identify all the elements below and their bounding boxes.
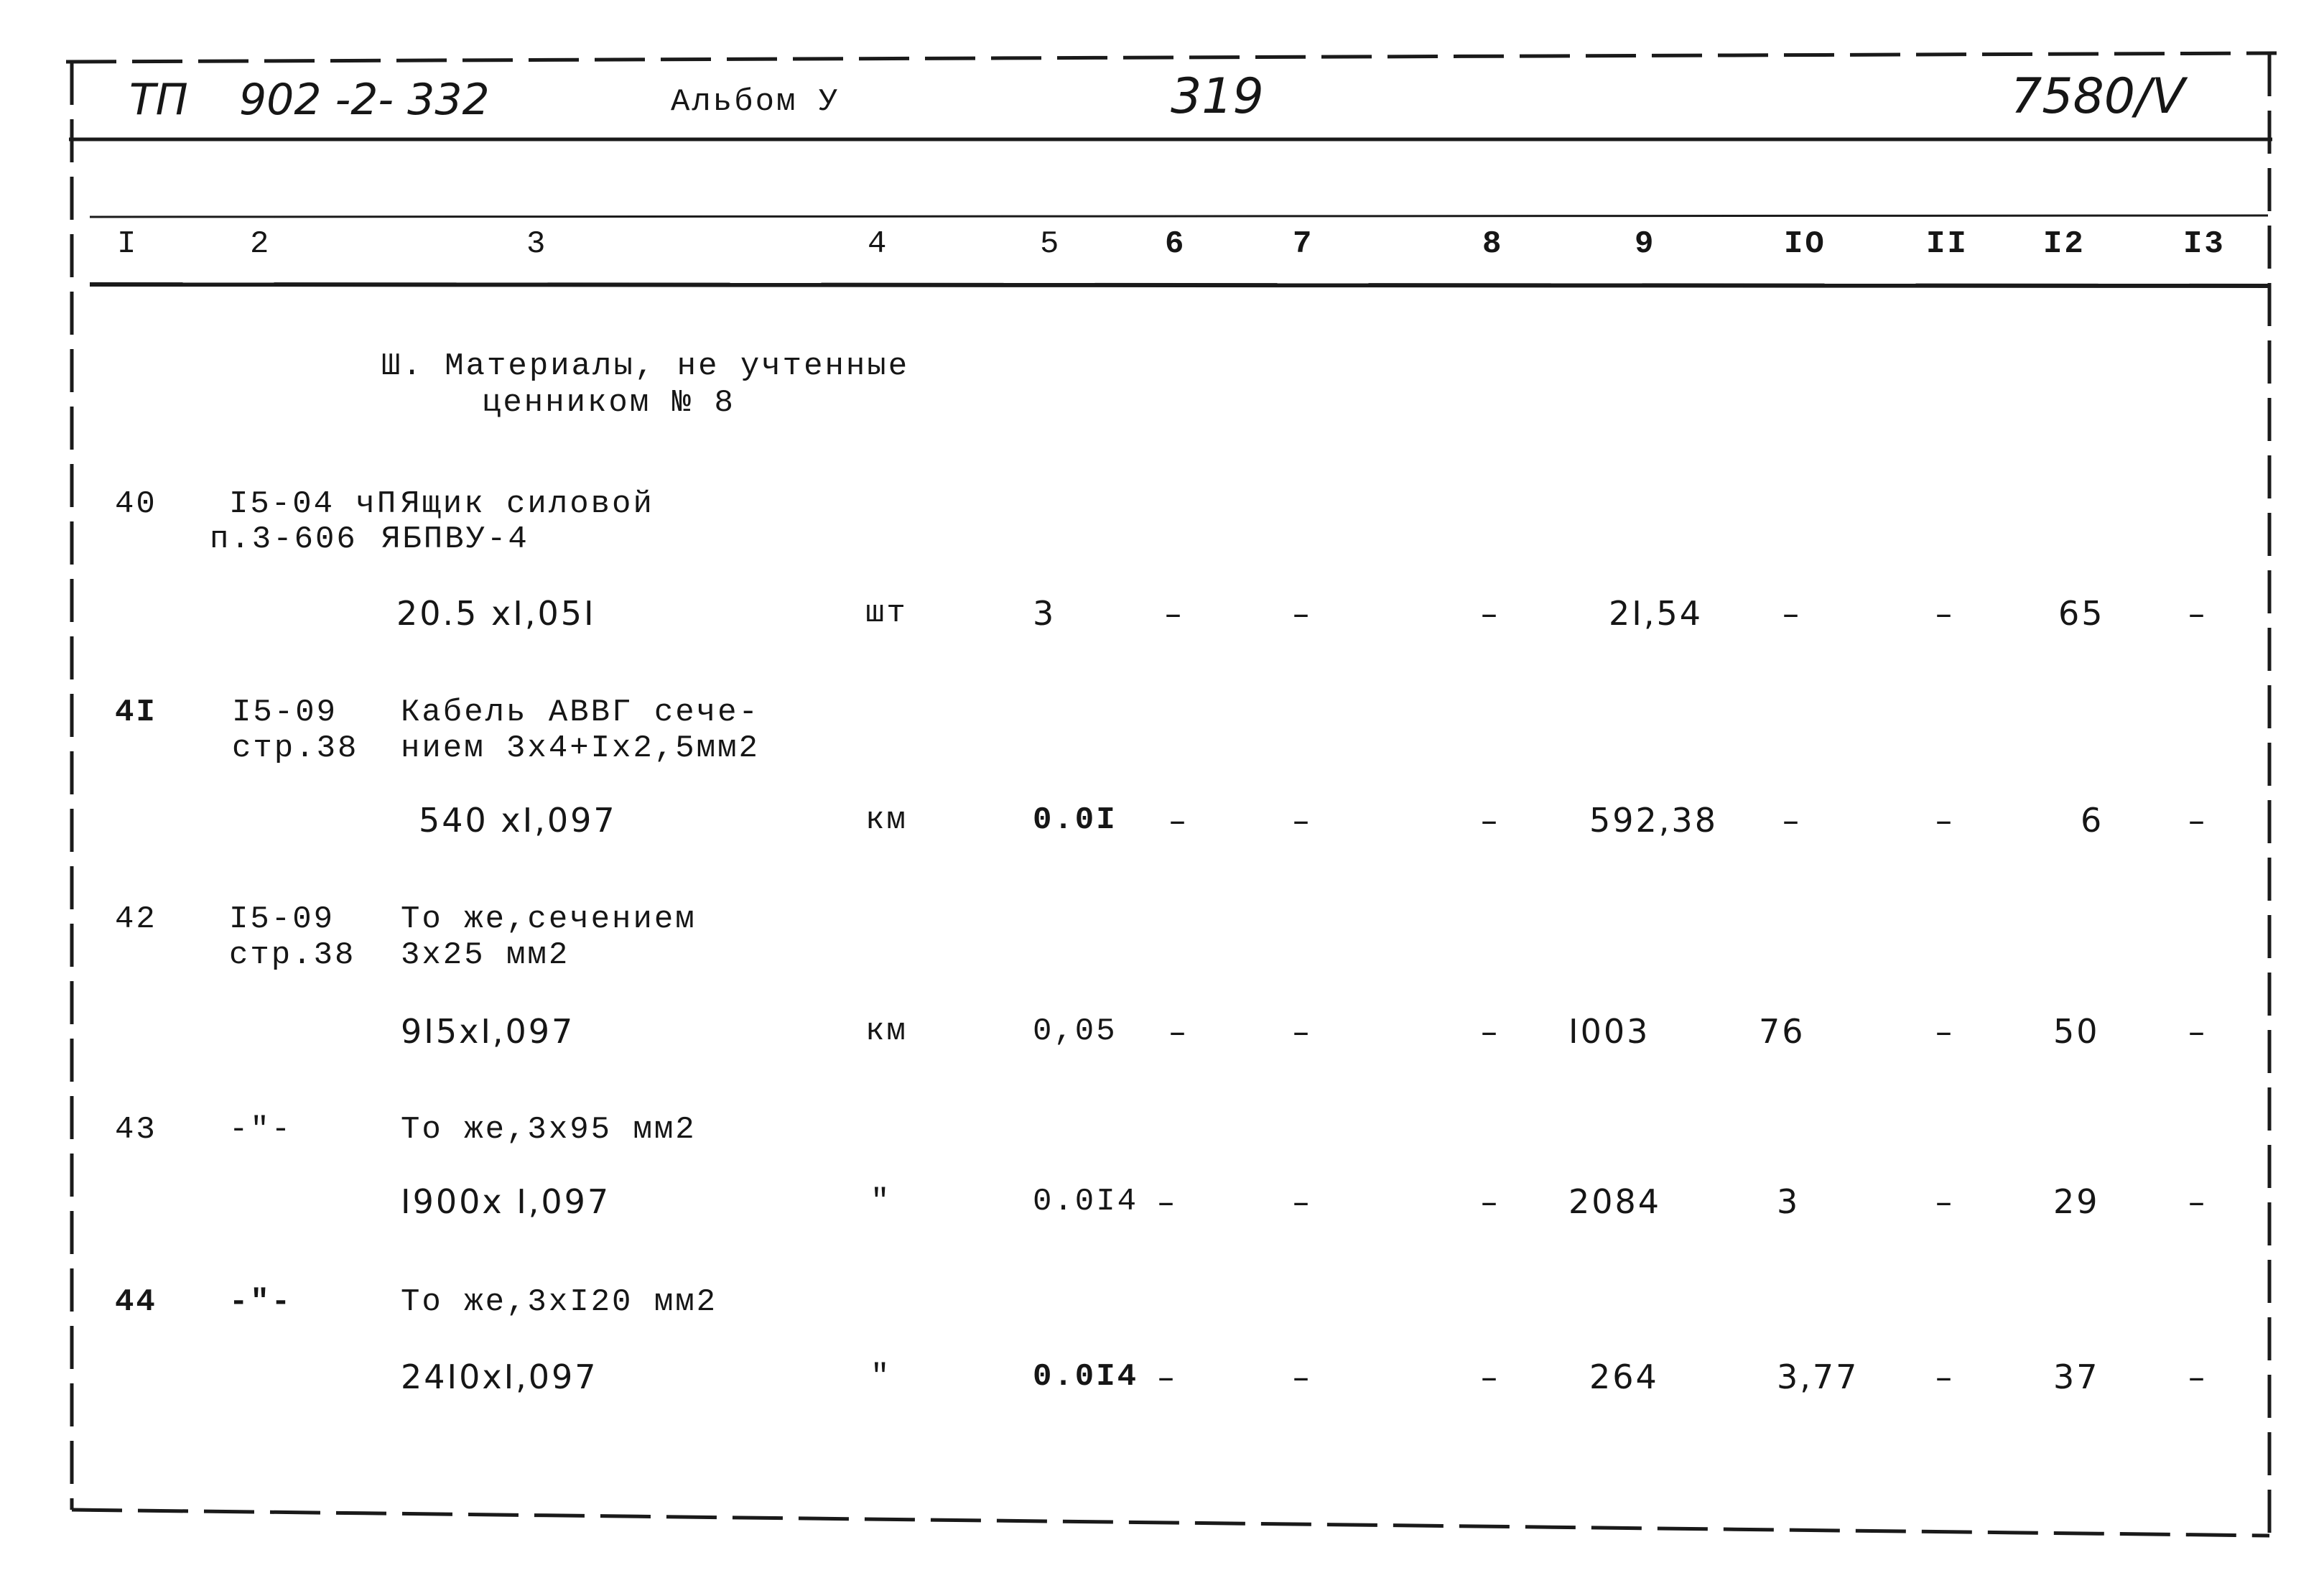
row-number: 40	[115, 486, 157, 522]
column-10-value: 76	[1759, 1012, 1805, 1051]
column-number-6: 6	[1165, 226, 1186, 262]
column-11-value: –	[1935, 801, 1954, 840]
column-number-13: I3	[2183, 226, 2226, 262]
column-7-value: –	[1293, 594, 1311, 633]
column-13-value: –	[2188, 1012, 2207, 1051]
column-7-value: –	[1293, 801, 1311, 840]
column-11-value: –	[1935, 1012, 1954, 1051]
column-number-12: I2	[2043, 226, 2086, 262]
column-13-value: –	[2188, 801, 2207, 840]
quantity: 0,05	[1033, 1013, 1117, 1049]
column-number-4: 4	[868, 226, 889, 262]
material-name-line2: ЯБПВУ-4	[381, 521, 529, 557]
column-number-10: IO	[1784, 226, 1826, 262]
row-number: 4I	[115, 695, 157, 730]
quantity-calculation: I900х I,097	[401, 1182, 611, 1221]
material-name: То же,3х95 мм2	[401, 1112, 697, 1148]
quantity: 3	[1033, 594, 1056, 633]
price-reference: -"-	[229, 1284, 293, 1320]
price-reference-line2: стр.38	[232, 730, 359, 766]
column-9-value: 2I,54	[1609, 594, 1703, 633]
column-12-value: 37	[2053, 1357, 2100, 1396]
column-10-value: 3,77	[1777, 1357, 1859, 1396]
column-6-value: –	[1165, 594, 1184, 633]
column-7-value: –	[1293, 1357, 1311, 1396]
column-number-8: 8	[1482, 226, 1504, 262]
material-name: То же,сечением	[401, 901, 697, 937]
price-reference-line2: стр.38	[229, 937, 356, 973]
column-8-value: –	[1481, 1182, 1500, 1221]
column-9-value: 2084	[1568, 1182, 1662, 1221]
column-10-value: 3	[1777, 1182, 1800, 1221]
column-6-value: –	[1158, 1357, 1176, 1396]
quantity: 0.0I4	[1033, 1184, 1139, 1220]
row-number: 43	[115, 1112, 157, 1148]
unit-of-measure: "	[870, 1184, 892, 1220]
price-reference: I5-04 чП	[229, 486, 399, 522]
column-8-value: –	[1481, 1357, 1500, 1396]
column-10-value: –	[1782, 594, 1801, 633]
column-6-value: –	[1169, 801, 1188, 840]
project-code: 902 -2- 332	[239, 75, 490, 125]
column-12-value: 50	[2053, 1012, 2100, 1051]
price-reference: I5-09	[229, 901, 335, 937]
frame-top-border	[66, 53, 2277, 62]
unit-of-measure: км	[865, 802, 908, 838]
series-label: ТП	[129, 75, 188, 125]
price-reference-line2: п.3-606	[210, 521, 358, 557]
column-6-value: –	[1158, 1182, 1176, 1221]
material-name: Ящик силовой	[401, 486, 654, 522]
column-12-value: 65	[2058, 594, 2105, 633]
row-number: 42	[115, 901, 157, 937]
unit-of-measure: шт	[865, 595, 908, 631]
column-13-value: –	[2188, 1357, 2207, 1396]
album-label: Альбом У	[671, 84, 840, 120]
column-9-value: I003	[1568, 1012, 1650, 1051]
column-9-value: 592,38	[1589, 801, 1718, 840]
price-reference: -"-	[229, 1112, 293, 1148]
unit-of-measure: "	[870, 1359, 892, 1395]
column-11-value: –	[1935, 1182, 1954, 1221]
column-9-value: 264	[1589, 1357, 1659, 1396]
row-number: 44	[115, 1284, 157, 1320]
column-number-9: 9	[1635, 226, 1656, 262]
frame-bottom-border	[72, 1510, 2269, 1536]
column-8-value: –	[1481, 801, 1500, 840]
column-10-value: –	[1782, 801, 1801, 840]
column-12-value: 29	[2053, 1182, 2100, 1221]
quantity-calculation: 24I0хI,097	[401, 1357, 598, 1396]
column-number-11: II	[1926, 226, 1969, 262]
column-13-value: –	[2188, 594, 2207, 633]
column-8-value: –	[1481, 594, 1500, 633]
section-title-continued: ценником № 8	[482, 385, 735, 421]
unit-of-measure: км	[865, 1013, 908, 1049]
column-11-value: –	[1935, 594, 1954, 633]
quantity: 0.0I4	[1033, 1359, 1139, 1395]
quantity-calculation: 20.5 хI,05I	[396, 594, 596, 633]
material-name-line2: нием 3х4+Iх2,5мм2	[401, 730, 760, 766]
price-reference: I5-09	[232, 695, 338, 730]
table-top-rule	[90, 215, 2268, 217]
quantity-calculation: 9I5хI,097	[401, 1012, 575, 1051]
column-12-value: 6	[2081, 801, 2104, 840]
material-name: То же,3хI20 мм2	[401, 1284, 718, 1320]
column-number-1: I	[117, 226, 139, 262]
column-8-value: –	[1481, 1012, 1500, 1051]
column-number-2: 2	[250, 226, 271, 262]
column-13-value: –	[2188, 1182, 2207, 1221]
quantity: 0.0I	[1033, 802, 1117, 838]
material-name: Кабель АВВГ сече-	[401, 695, 760, 730]
column-number-5: 5	[1040, 226, 1061, 262]
section-title: Ш. Материалы, не учтенные	[381, 348, 910, 384]
sheet-code: 7580/V	[2011, 68, 2185, 125]
page-number: 319	[1171, 68, 1264, 125]
column-numbers-rule	[90, 284, 2268, 286]
column-7-value: –	[1293, 1182, 1311, 1221]
column-number-7: 7	[1293, 226, 1314, 262]
quantity-calculation: 540 хI,097	[419, 801, 617, 840]
column-11-value: –	[1935, 1357, 1954, 1396]
column-7-value: –	[1293, 1012, 1311, 1051]
column-number-3: 3	[526, 226, 548, 262]
column-6-value: –	[1169, 1012, 1188, 1051]
material-name-line2: 3х25 мм2	[401, 937, 570, 973]
